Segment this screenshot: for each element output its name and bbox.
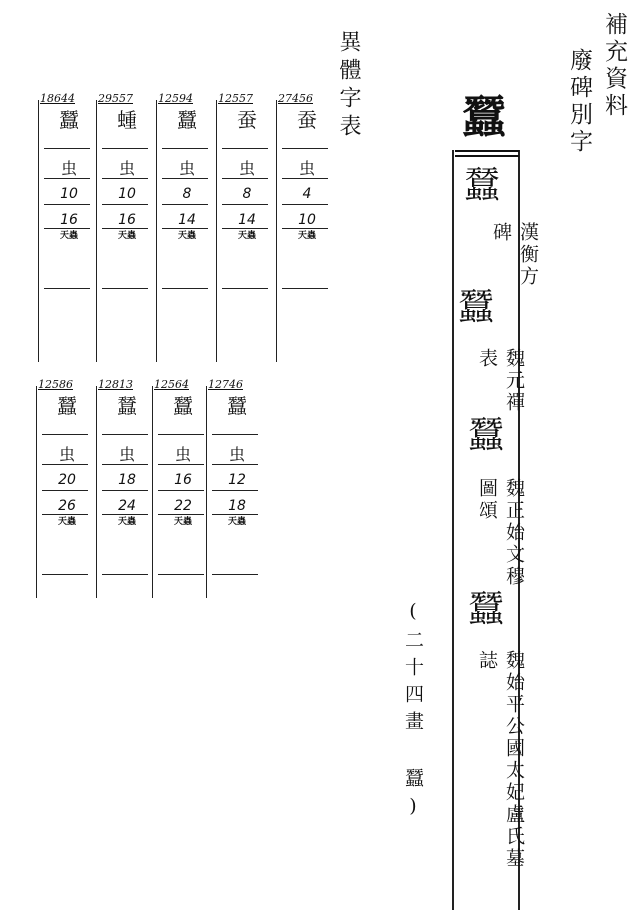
variant-glyph: 蠺 (117, 394, 137, 418)
row-rule (282, 228, 328, 229)
variant-total-strokes: 14 (178, 212, 196, 228)
column-rule (152, 386, 153, 598)
row-rule (162, 228, 208, 229)
variant-radical: 虫 (174, 445, 191, 464)
row-rule (158, 514, 204, 515)
row-rule (158, 574, 204, 575)
row-rule (162, 204, 208, 205)
variant-glyph: 蠶 (177, 108, 197, 132)
variant-code: 29557 (98, 92, 133, 105)
variant-total-strokes: 22 (174, 498, 192, 514)
row-rule (212, 464, 258, 465)
variant-radical: 虫 (238, 159, 255, 178)
variant-radical: 虫 (228, 445, 245, 464)
variant-code: 18644 (40, 92, 75, 105)
row-rule (102, 178, 148, 179)
row-rule (212, 434, 258, 435)
variant-glyph: 蝩 (117, 108, 137, 132)
entry-glyph-3: 蠶 (468, 415, 505, 456)
variant-mark: 天蟲 (227, 517, 246, 527)
row-rule (162, 288, 208, 289)
variant-radical: 虫 (298, 159, 315, 178)
variant-total-strokes: 14 (238, 212, 256, 228)
row-rule (282, 178, 328, 179)
row-rule (44, 148, 90, 149)
variant-code: 12564 (154, 378, 189, 391)
variant-stroke-count: 8 (242, 186, 252, 202)
variant-total-strokes: 26 (58, 498, 76, 514)
variant-radical: 虫 (178, 159, 195, 178)
row-rule (102, 148, 148, 149)
entry-glyph-1: 蠺 (464, 165, 501, 206)
variant-total-strokes: 16 (60, 212, 78, 228)
entry-source-4a (474, 650, 528, 880)
variant-column (38, 92, 98, 362)
row-rule (158, 434, 204, 435)
variant-stroke-count: 4 (302, 186, 312, 202)
column-rule (216, 100, 217, 362)
row-rule (222, 288, 268, 289)
header-line-1: 補充資料 (601, 12, 627, 120)
variant-column (276, 92, 336, 362)
variant-column (96, 378, 156, 598)
row-rule (282, 288, 328, 289)
variant-mark: 天蟲 (117, 231, 136, 241)
row-rule (212, 574, 258, 575)
entry-rule-left (452, 150, 454, 910)
row-rule (102, 574, 148, 575)
row-rule (42, 490, 88, 491)
variant-code: 12594 (158, 92, 193, 105)
variant-radical: 虫 (60, 159, 77, 178)
entry-glyph-4: 蠶 (468, 589, 505, 630)
row-rule (158, 490, 204, 491)
variant-stroke-count: 10 (118, 186, 136, 202)
entry-source-3: 魏正始文穆圖頌 (476, 478, 525, 588)
column-rule (156, 100, 157, 362)
entry-source-3a (474, 478, 528, 598)
variant-column (36, 378, 96, 598)
variant-code: 12746 (208, 378, 243, 391)
variant-mark: 天蟲 (59, 231, 78, 241)
row-rule (42, 434, 88, 435)
variant-radical: 虫 (118, 445, 135, 464)
variant-code: 12813 (98, 378, 133, 391)
column-rule (276, 100, 277, 362)
row-rule (102, 464, 148, 465)
variant-mark: 天蟲 (173, 517, 192, 527)
variant-column (206, 378, 266, 598)
variant-code: 27456 (278, 92, 313, 105)
row-rule (42, 514, 88, 515)
column-rule (206, 386, 207, 598)
variant-total-strokes: 10 (298, 212, 316, 228)
variant-mark: 天蟲 (237, 231, 256, 241)
entry-source-4: 魏始平公國太妃盧氏墓誌 (476, 650, 525, 870)
variant-mark: 天蟲 (57, 517, 76, 527)
row-rule (222, 228, 268, 229)
entry-source-2: 魏元禪表 (476, 348, 525, 414)
variant-glyph: 蠶 (173, 394, 193, 418)
variant-stroke-count: 16 (174, 472, 192, 488)
variant-stroke-count: 18 (118, 472, 136, 488)
head-character: 蠶 (462, 92, 506, 143)
variant-column (216, 92, 276, 362)
row-rule (212, 514, 258, 515)
table-title: 異體字表 (336, 30, 361, 142)
variant-code: 12586 (38, 378, 73, 391)
row-rule (158, 464, 204, 465)
entry-glyph-2: 蠶 (458, 287, 495, 328)
row-rule (282, 204, 328, 205)
column-rule (36, 386, 37, 598)
row-rule (162, 178, 208, 179)
variant-glyph: 蠶 (59, 108, 79, 132)
variant-stroke-count: 12 (228, 472, 246, 488)
row-rule (102, 490, 148, 491)
head-double-rule-1 (455, 150, 519, 152)
column-rule (96, 386, 97, 598)
variant-glyph: 蚕 (237, 108, 257, 132)
variant-mark: 天蟲 (177, 231, 196, 241)
row-rule (44, 178, 90, 179)
variant-column (96, 92, 156, 362)
variant-column (152, 378, 212, 598)
variant-total-strokes: 18 (228, 498, 246, 514)
variant-glyph: 蚕 (297, 108, 317, 132)
row-rule (282, 148, 328, 149)
row-rule (102, 204, 148, 205)
row-rule (44, 228, 90, 229)
entry-source-1: 漢衡方碑 (490, 222, 539, 288)
variant-stroke-count: 10 (60, 186, 78, 202)
row-rule (222, 204, 268, 205)
variant-mark: 天蟲 (117, 517, 136, 527)
row-rule (212, 490, 258, 491)
row-rule (102, 288, 148, 289)
row-rule (102, 434, 148, 435)
variant-radical: 虫 (58, 445, 75, 464)
variant-mark: 天蟲 (297, 231, 316, 241)
header-line-2: 廢碑別字 (566, 48, 592, 156)
variant-column (156, 92, 216, 362)
row-rule (222, 178, 268, 179)
head-double-rule-2 (455, 155, 519, 157)
row-rule (162, 148, 208, 149)
variant-glyph: 蠶 (227, 394, 247, 418)
row-rule (42, 574, 88, 575)
row-rule (222, 148, 268, 149)
variant-total-strokes: 16 (118, 212, 136, 228)
column-rule (38, 100, 39, 362)
variant-radical: 虫 (118, 159, 135, 178)
row-rule (44, 288, 90, 289)
variant-stroke-count: 8 (182, 186, 192, 202)
entry-source-2a (474, 348, 528, 418)
variant-glyph: 蠶 (57, 394, 77, 418)
row-rule (102, 228, 148, 229)
row-rule (44, 204, 90, 205)
variant-code: 12557 (218, 92, 253, 105)
variant-total-strokes: 24 (118, 498, 136, 514)
variant-stroke-count: 20 (58, 472, 76, 488)
stroke-count-note: (二十四畫 蠶) (402, 600, 424, 825)
column-rule (96, 100, 97, 362)
entry-source-1a (488, 222, 542, 292)
row-rule (102, 514, 148, 515)
row-rule (42, 464, 88, 465)
